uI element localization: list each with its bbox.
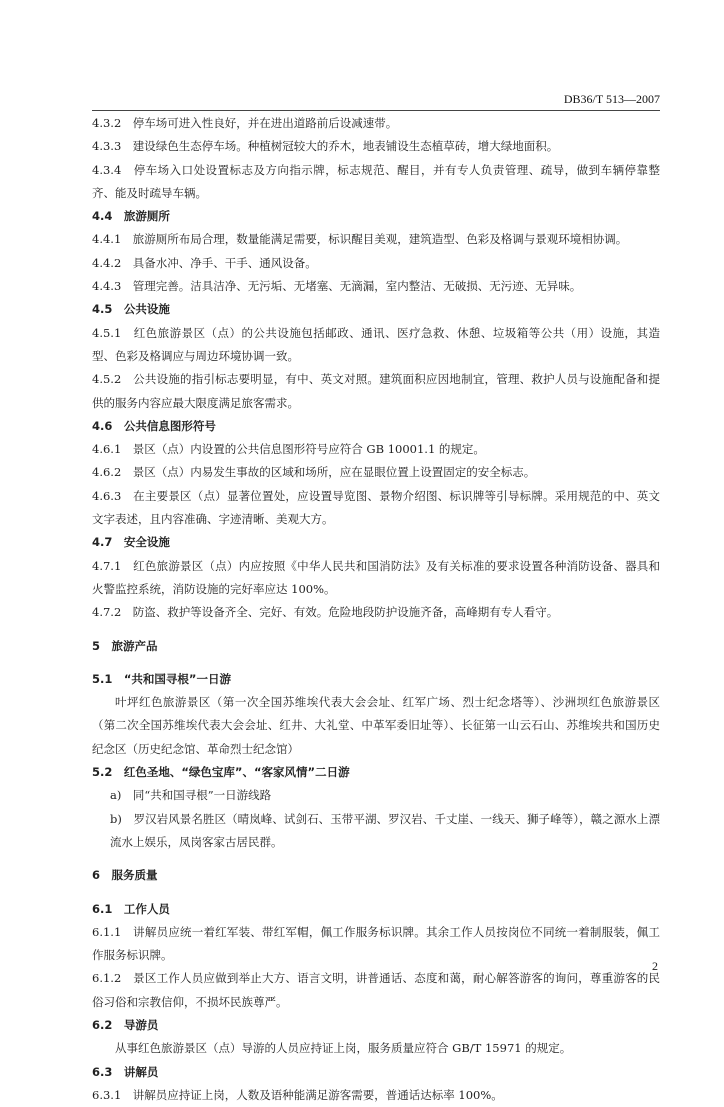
heading-4-6: 4.6 公共信息图形符号: [92, 418, 216, 433]
header-rule: [92, 110, 660, 111]
list-item-5-2-b: b) 罗汉岩风景名胜区（晴岚峰、试剑石、玉带平湖、罗汉岩、千丈崖、一线天、狮子峰等），赣之源水上漂流水上娱乐，凤岗客家古居民群。: [110, 811, 660, 849]
clause-4-4-3: 4.4.3 管理完善。洁具洁净、无污垢、无堵塞、无滴漏，室内整洁、无破损、无污迹、无异味。: [92, 279, 582, 294]
document-body: [92, 112, 660, 1107]
page-number: 2: [652, 959, 658, 973]
clause-4-5-2: 4.5.2 公共设施的指引标志要明显，有中、英文对照。建筑面积应因地制宜，管理、救护人员与设施配备和提供的服务内容应最大限度满足旅客需求。: [92, 372, 660, 410]
clause-4-4-2: 4.4.2 具备水冲、净手、干手、通风设备。: [92, 255, 317, 270]
heading-5: 5 旅游产品: [92, 638, 158, 653]
clause-4-3-4: 4.3.4 停车场入口处设置标志及方向指示牌，标志规范、醒目，并有专人负责管理、疏导，做到车辆停靠整齐、能及时疏导车辆。: [92, 162, 660, 200]
clause-6-1-1: 6.1.1 讲解员应统一着红军装、带红军帽，佩工作服务标识牌。其余工作人员按岗位不同统一着制服装，佩工作服务标识牌。: [92, 924, 660, 963]
heading-5-2: 5.2 红色圣地、“绿色宝库”、“客家风情”二日游: [92, 765, 350, 780]
paragraph-6-2: 从事红色旅游景区（点）导游的人员应持证上岗，服务质量应符合 GB/T 15971 的规定。: [115, 1041, 572, 1056]
clause-4-6-2: 4.6.2 景区（点）内易发生事故的区域和场所，应在显眼位置上设置固定的安全标志。: [92, 465, 536, 480]
clause-6-1-2: 6.1.2 景区工作人员应做到举止大方、语言文明，讲普通话、态度和蔼，耐心解答游客的询问，尊重游客的民俗习俗和宗教信仰，不损坏民族尊严。: [92, 971, 660, 1009]
clause-4-6-3: 4.6.3 在主要景区（点）显著位置处，应设置导览图、景物介绍图、标识牌等引导标牌。采用规范的中、英文文字表述，且内容准确、字迹清晰、美观大方。: [92, 488, 660, 527]
heading-6-2: 6.2 导游员: [92, 1017, 159, 1032]
clause-4-5-1: 4.5.1 红色旅游景区（点）的公共设施包括邮政、通讯、医疗急救、休憩、垃圾箱等公共（用）设施，其造型、色彩及格调应与周边环境协调一致。: [92, 325, 660, 363]
clause-4-7-1: 4.7.1 红色旅游景区（点）内应按照《中华人民共和国消防法》及有关标准的要求设置各种消防设备、器具和火警监控系统，消防设施的完好率应达 100%。: [92, 558, 660, 596]
heading-6: 6 服务质量: [92, 868, 158, 883]
clause-4-7-2: 4.7.2 防盗、救护等设备齐全、完好、有效。危险地段防护设施齐备，高峰期有专人看守。: [92, 605, 559, 620]
heading-4-4: 4.4 旅游厕所: [92, 209, 170, 224]
clause-6-3-1: 6.3.1 讲解员应持证上岗，人数及语种能满足游客需要，普通话达标率 100%。: [92, 1087, 503, 1102]
heading-4-7: 4.7 安全设施: [92, 535, 170, 550]
list-item-5-2-a: a) 同“共和国寻根”一日游线路: [110, 788, 272, 803]
heading-6-3: 6.3 讲解员: [92, 1064, 159, 1079]
heading-5-1: 5.1 “共和国寻根”一日游: [92, 671, 231, 686]
clause-4-4-1: 4.4.1 旅游厕所布局合理，数量能满足需要，标识醒目美观，建筑造型、色彩及格调与景观环境相协调。: [92, 232, 628, 247]
heading-6-1: 6.1 工作人员: [92, 901, 170, 916]
clause-4-3-2: 4.3.2 停车场可进入性良好，并在进出道路前后设减速带。: [92, 116, 398, 130]
clause-4-3-3: 4.3.3 建设绿色生态停车场。种植树冠较大的乔木，地表铺设生态植草砖，增大绿地面积。: [92, 139, 559, 154]
heading-4-5: 4.5 公共设施: [92, 302, 170, 317]
paragraph-5-1: 叶坪红色旅游景区（第一次全国苏维埃代表大会会址、红军广场、烈士纪念塔等）、沙洲坝红色旅游景区（第二次全国苏维埃代表大会会址、红井、大礼堂、中革军委旧址等）、长征第一山云石山、苏维埃共和国历史纪念区（历史纪念馆、革命烈士纪念馆）: [92, 695, 660, 756]
clause-4-6-1: 4.6.1 景区（点）内设置的公共信息图形符号应符合 GB 10001.1 的规定。: [92, 442, 485, 457]
document-code: DB36/T 513—2007: [563, 92, 660, 106]
